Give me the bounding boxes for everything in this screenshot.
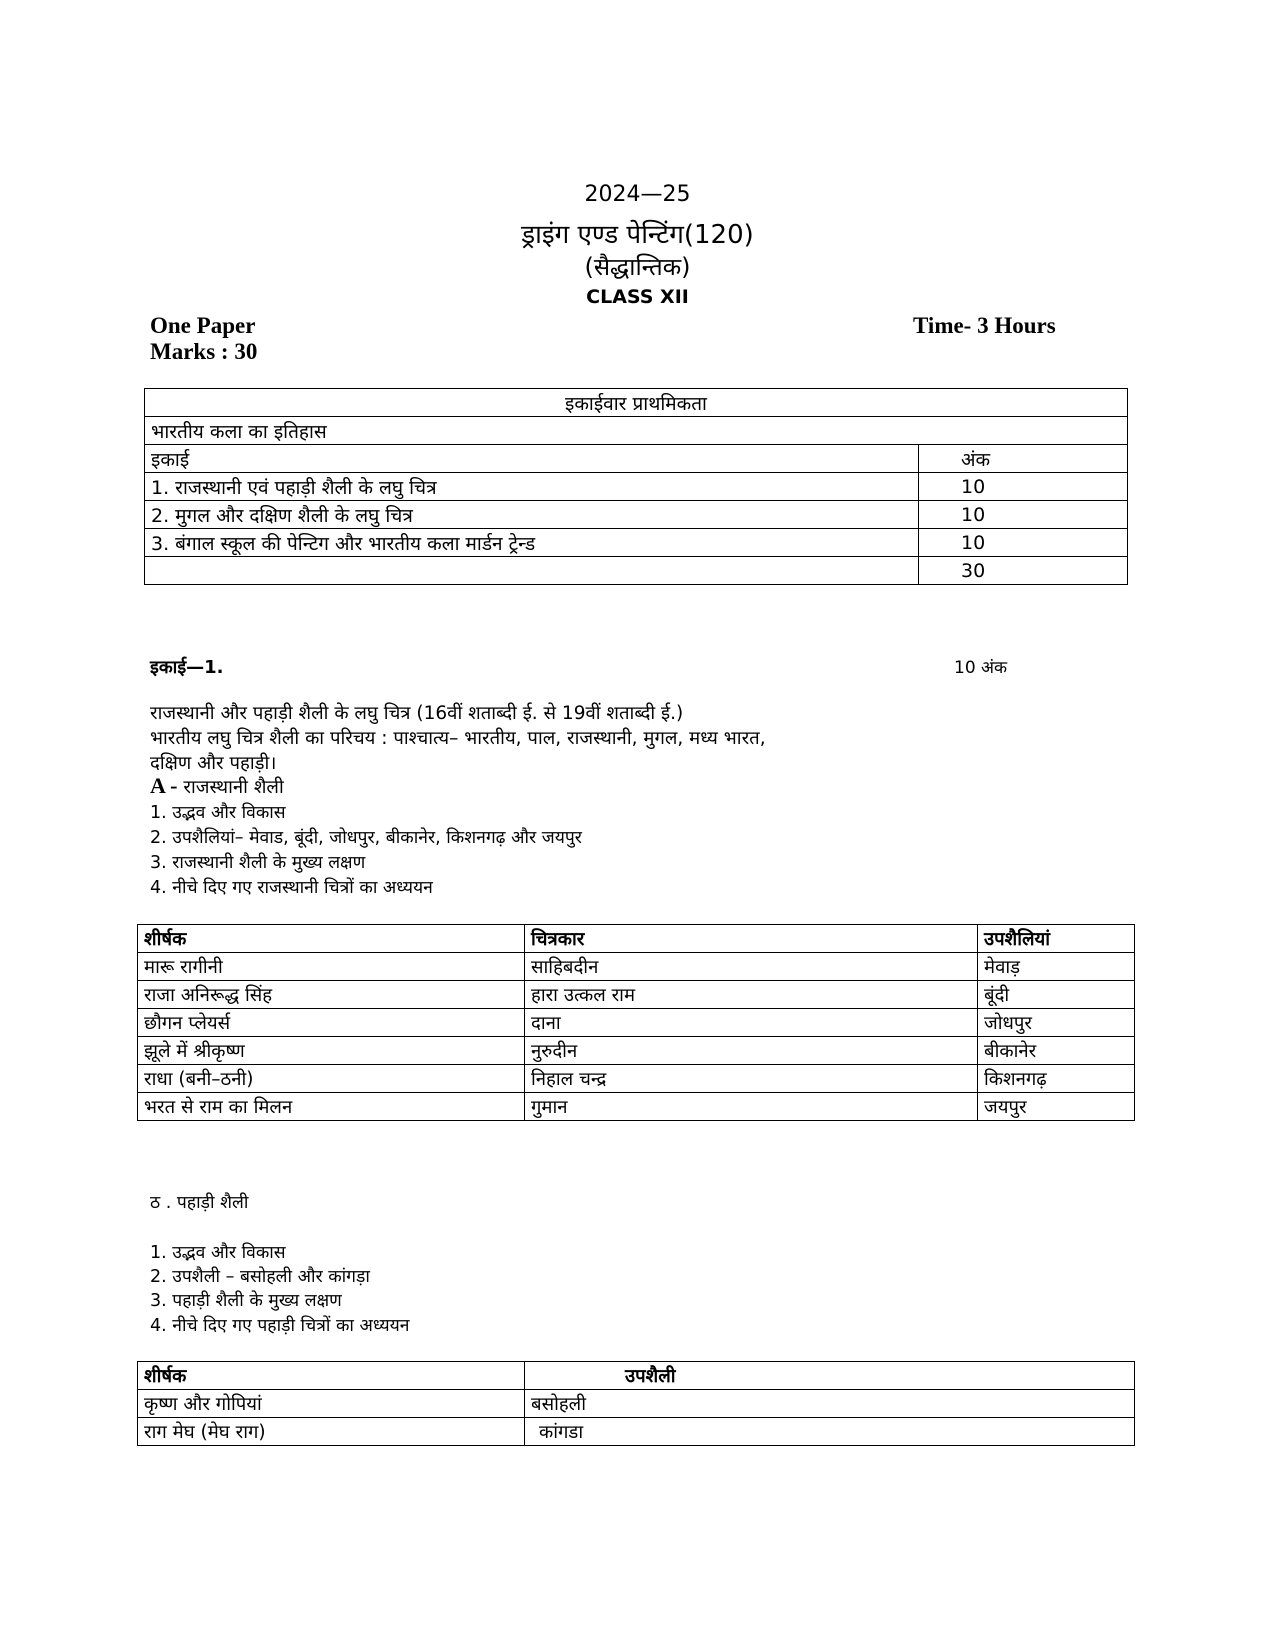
rajasthani-paintings-table bbox=[137, 924, 1135, 1121]
total-marks: Marks : 30 bbox=[150, 339, 258, 364]
unit-marks: 10 bbox=[919, 529, 1128, 557]
list-item: 4. नीचे दिए गए पहाड़ी चित्रों का अध्ययन bbox=[150, 1316, 410, 1336]
column-header: चित्रकार bbox=[525, 925, 978, 953]
paper-type: (सैद्धान्तिक) bbox=[584, 253, 691, 281]
painting-title: भरत से राम का मिलन bbox=[138, 1093, 525, 1121]
table-row bbox=[145, 501, 1128, 529]
table-row bbox=[145, 473, 1128, 501]
intro-line: भारतीय लघु चित्र शैली का परिचय : पाश्चात्य– भारतीय, पाल, राजस्थानी, मुगल, मध्य भारत, bbox=[150, 728, 766, 749]
column-header: उपशैलियां bbox=[978, 925, 1135, 953]
table-row bbox=[138, 1093, 1135, 1121]
unit-marks: 10 bbox=[919, 473, 1128, 501]
sub-style: बूंदी bbox=[978, 981, 1135, 1009]
list-item: 3. पहाड़ी शैली के मुख्य लक्षण bbox=[150, 1291, 342, 1311]
table-row bbox=[138, 981, 1135, 1009]
painter: हारा उत्कल राम bbox=[525, 981, 978, 1009]
academic-year: 2024—25 bbox=[584, 182, 691, 207]
subject-title: ड्राइंग एण्ड पेन्टिंग(120) bbox=[521, 220, 754, 250]
table-header-row bbox=[138, 925, 1135, 953]
sub-style: बसोहली bbox=[525, 1390, 1135, 1418]
painting-title: कृष्ण और गोपियां bbox=[138, 1390, 525, 1418]
column-header: शीर्षक bbox=[138, 925, 525, 953]
sub-style: मेवाड़ bbox=[978, 953, 1135, 981]
painter: साहिबदीन bbox=[525, 953, 978, 981]
painting-title: मारू रागीनी bbox=[138, 953, 525, 981]
sub-style: कांगडा bbox=[525, 1418, 1135, 1446]
painter: निहाल चन्द्र bbox=[525, 1065, 978, 1093]
sub-style: किशनगढ़ bbox=[978, 1065, 1135, 1093]
list-item: 4. नीचे दिए गए राजस्थानी चित्रों का अध्ययन bbox=[150, 878, 433, 898]
table-row bbox=[138, 1065, 1135, 1093]
pahari-paintings-table bbox=[137, 1361, 1135, 1446]
table-row bbox=[145, 389, 1128, 417]
list-item: 3. राजस्थानी शैली के मुख्य लक्षण bbox=[150, 853, 366, 873]
sub-style: बीकानेर bbox=[978, 1037, 1135, 1065]
column-header: शीर्षक bbox=[138, 1362, 525, 1390]
list-item: 2. उपशैली – बसोहली और कांगड़ा bbox=[150, 1267, 370, 1287]
table-header-row bbox=[138, 1362, 1135, 1390]
unit-name: 2. मुगल और दक्षिण शैली के लघु चित्र bbox=[145, 501, 919, 529]
table-row bbox=[138, 1037, 1135, 1065]
painting-title: राधा (बनी–ठनी) bbox=[138, 1065, 525, 1093]
table-row bbox=[145, 445, 1128, 473]
painter: नुरुदीन bbox=[525, 1037, 978, 1065]
painting-title: राजा अनिरूद्ध सिंह bbox=[138, 981, 525, 1009]
section-heading: भारतीय कला का इतिहास bbox=[145, 417, 1128, 445]
section-b-heading: ठ . पहाड़ी शैली bbox=[150, 1193, 249, 1213]
table-title: इकाईवार प्राथमिकता bbox=[145, 389, 1128, 417]
list-item: 2. उपशैलियां– मेवाड, बूंदी, जोधपुर, बीकानेर, किशनगढ़ और जयपुर bbox=[150, 828, 582, 848]
table-row bbox=[145, 417, 1128, 445]
unit-name: 1. राजस्थानी एवं पहाड़ी शैली के लघु चित्र bbox=[145, 473, 919, 501]
section-a-title: राजस्थानी शैली bbox=[183, 777, 284, 798]
table-row bbox=[138, 953, 1135, 981]
unit-marks: 10 bbox=[919, 501, 1128, 529]
table-row bbox=[145, 557, 1128, 585]
time-duration: Time- 3 Hours bbox=[913, 313, 1056, 338]
sub-style: जोधपुर bbox=[978, 1009, 1135, 1037]
column-header-unit: इकाई bbox=[145, 445, 919, 473]
unit-1-marks: 10 अंक bbox=[954, 658, 1008, 678]
table-row bbox=[145, 529, 1128, 557]
sub-style: जयपुर bbox=[978, 1093, 1135, 1121]
class-label: CLASS XII bbox=[586, 286, 689, 308]
column-header-marks: अंक bbox=[919, 445, 1128, 473]
intro-line: राजस्थानी और पहाड़ी शैली के लघु चित्र (16वीं शताब्दी ई. से 19वीं शताब्दी ई.) bbox=[150, 703, 684, 724]
paper-count: One Paper bbox=[150, 313, 256, 338]
painter: दाना bbox=[525, 1009, 978, 1037]
painting-title: छौगन प्लेयर्स bbox=[138, 1009, 525, 1037]
intro-line: दक्षिण और पहाड़ी। bbox=[150, 753, 277, 774]
painting-title: झूले में श्रीकृष्ण bbox=[138, 1037, 525, 1065]
column-header: उपशैली bbox=[525, 1362, 1135, 1390]
table-row bbox=[138, 1418, 1135, 1446]
painting-title: राग मेघ (मेघ राग) bbox=[138, 1418, 525, 1446]
list-item: 1. उद्भव और विकास bbox=[150, 803, 286, 823]
list-item: 1. उद्भव और विकास bbox=[150, 1243, 286, 1263]
table-row bbox=[138, 1009, 1135, 1037]
section-a-letter: A - bbox=[150, 773, 178, 798]
total-marks-cell: 30 bbox=[919, 557, 1128, 585]
section-a-heading bbox=[150, 773, 284, 799]
painter: गुमान bbox=[525, 1093, 978, 1121]
empty-cell bbox=[145, 557, 919, 585]
unit-weightage-table bbox=[144, 388, 1128, 585]
unit-1-title: इकाई—1. bbox=[150, 657, 224, 678]
table-row bbox=[138, 1390, 1135, 1418]
unit-name: 3. बंगाल स्कूल की पेन्टिग और भारतीय कला मार्डन ट्रेन्ड bbox=[145, 529, 919, 557]
